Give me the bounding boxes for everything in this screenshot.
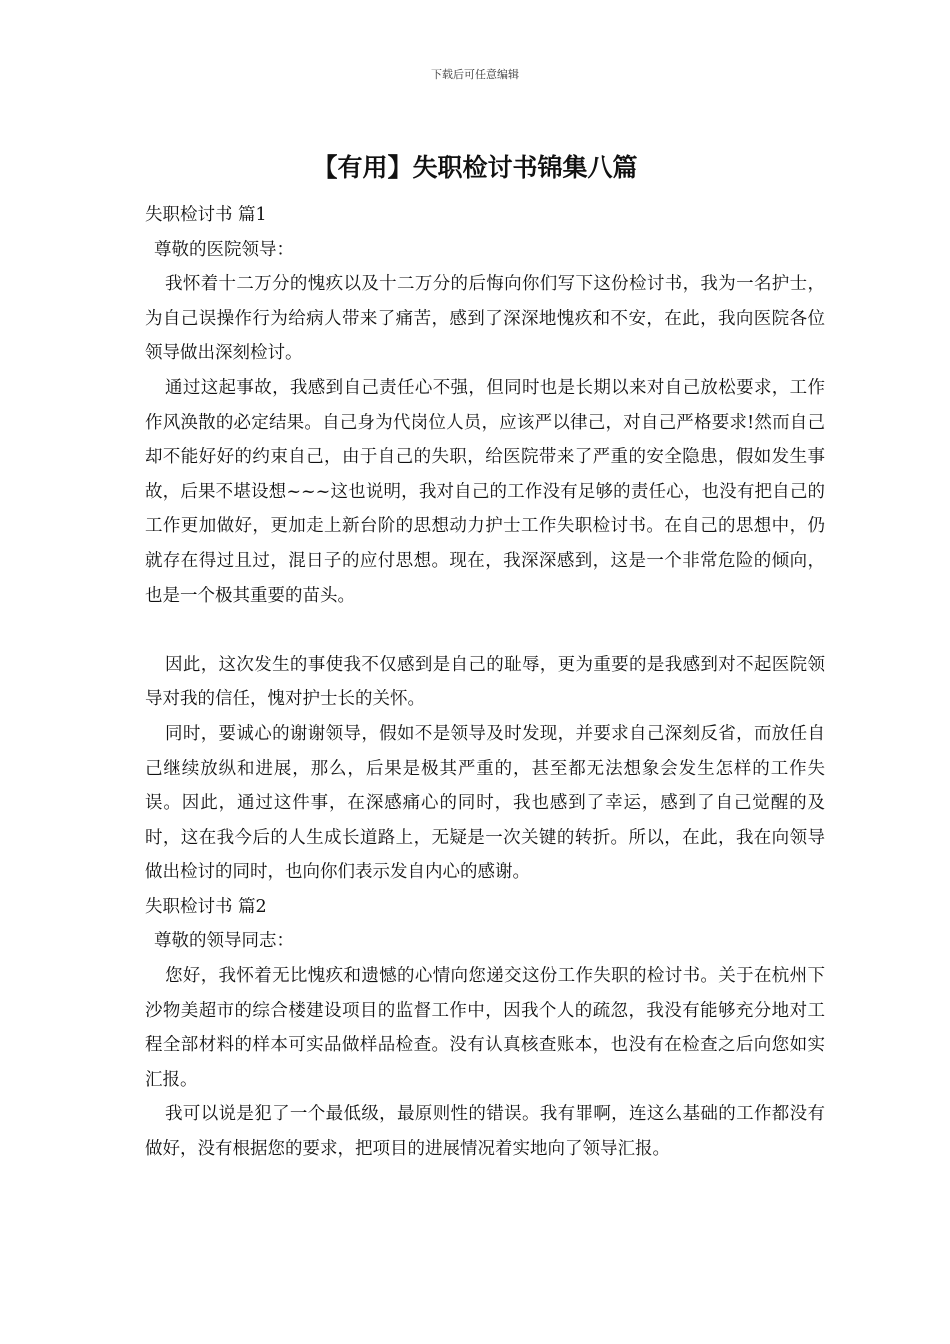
salutation: 尊敬的医院领导： [154, 239, 294, 260]
paragraph: 通过这起事故，我感到自己责任心不强，但同时也是长期以来对自己放松要求，工作作风涣散的必定结果。自己身为代岗位人员，应该严以律己，对自己严格要求!然而自己却不能好好的约束自己，由于自己的失职，给医院带来了严重的安全隐患，假如发生事故，后果不堪设想~~~这也说明，我对自己的工作没有足够的责任心，也没有把自己的工作更加做好，更加走上新台阶的思想动力护士工作失职检讨书。在自己的思想中，仍就存在得过且过，混日子的应付思想。现在，我深深感到，这是一个非常危险的倾向，也是一个极其重要的苗头。 [145, 377, 825, 606]
document-body [145, 198, 825, 1167]
paragraph: 我怀着十二万分的愧疚以及十二万分的后悔向你们写下这份检讨书，我为一名护士，为自己误操作行为给病人带来了痛苦，感到了深深地愧疚和不安，在此，我向医院各位领导做出深刻检讨。 [145, 274, 825, 364]
section-heading: 失职检讨书 篇1 [145, 205, 267, 225]
salutation: 尊敬的领导同志： [154, 931, 294, 952]
paragraph: 我可以说是犯了一个最低级，最原则性的错误。我有罪啊，连这么基础的工作都没有做好，没有根据您的要求，把项目的进展情况着实地向了领导汇报。 [145, 1104, 825, 1160]
paragraph: 您好，我怀着无比愧疚和遗憾的心情向您递交这份工作失职的检讨书。关于在杭州下沙物美超市的综合楼建设项目的监督工作中，因我个人的疏忽，我没有能够充分地对工程全部材料的样本可实品做样品检查。没有认真核查账本，也没有在检查之后向您如实汇报。 [145, 966, 825, 1090]
document-title: 【有用】失职检讨书锦集八篇 [312, 153, 638, 182]
section-heading: 失职检讨书 篇2 [145, 896, 267, 917]
header-note: 下载后可任意编辑 [431, 68, 519, 81]
paragraph-gap [145, 613, 825, 648]
paragraph: 同时，要诚心的谢谢领导，假如不是领导及时发现，并要求自己深刻反省，而放任自己继续放纵和进展，那么，后果是极其严重的，甚至都无法想象会发生怎样的工作失误。因此，通过这件事，在深感痛心的同时，我也感到了幸运，感到了自己觉醒的及时，这在我今后的人生成长道路上，无疑是一次关键的转折。所以，在此，我在向领导做出检讨的同时，也向你们表示发自内心的感谢。 [145, 723, 825, 883]
paragraph: 因此，这次发生的事使我不仅感到是自己的耻辱，更为重要的是我感到对不起医院领导对我的信任，愧对护士长的关怀。 [145, 654, 825, 710]
